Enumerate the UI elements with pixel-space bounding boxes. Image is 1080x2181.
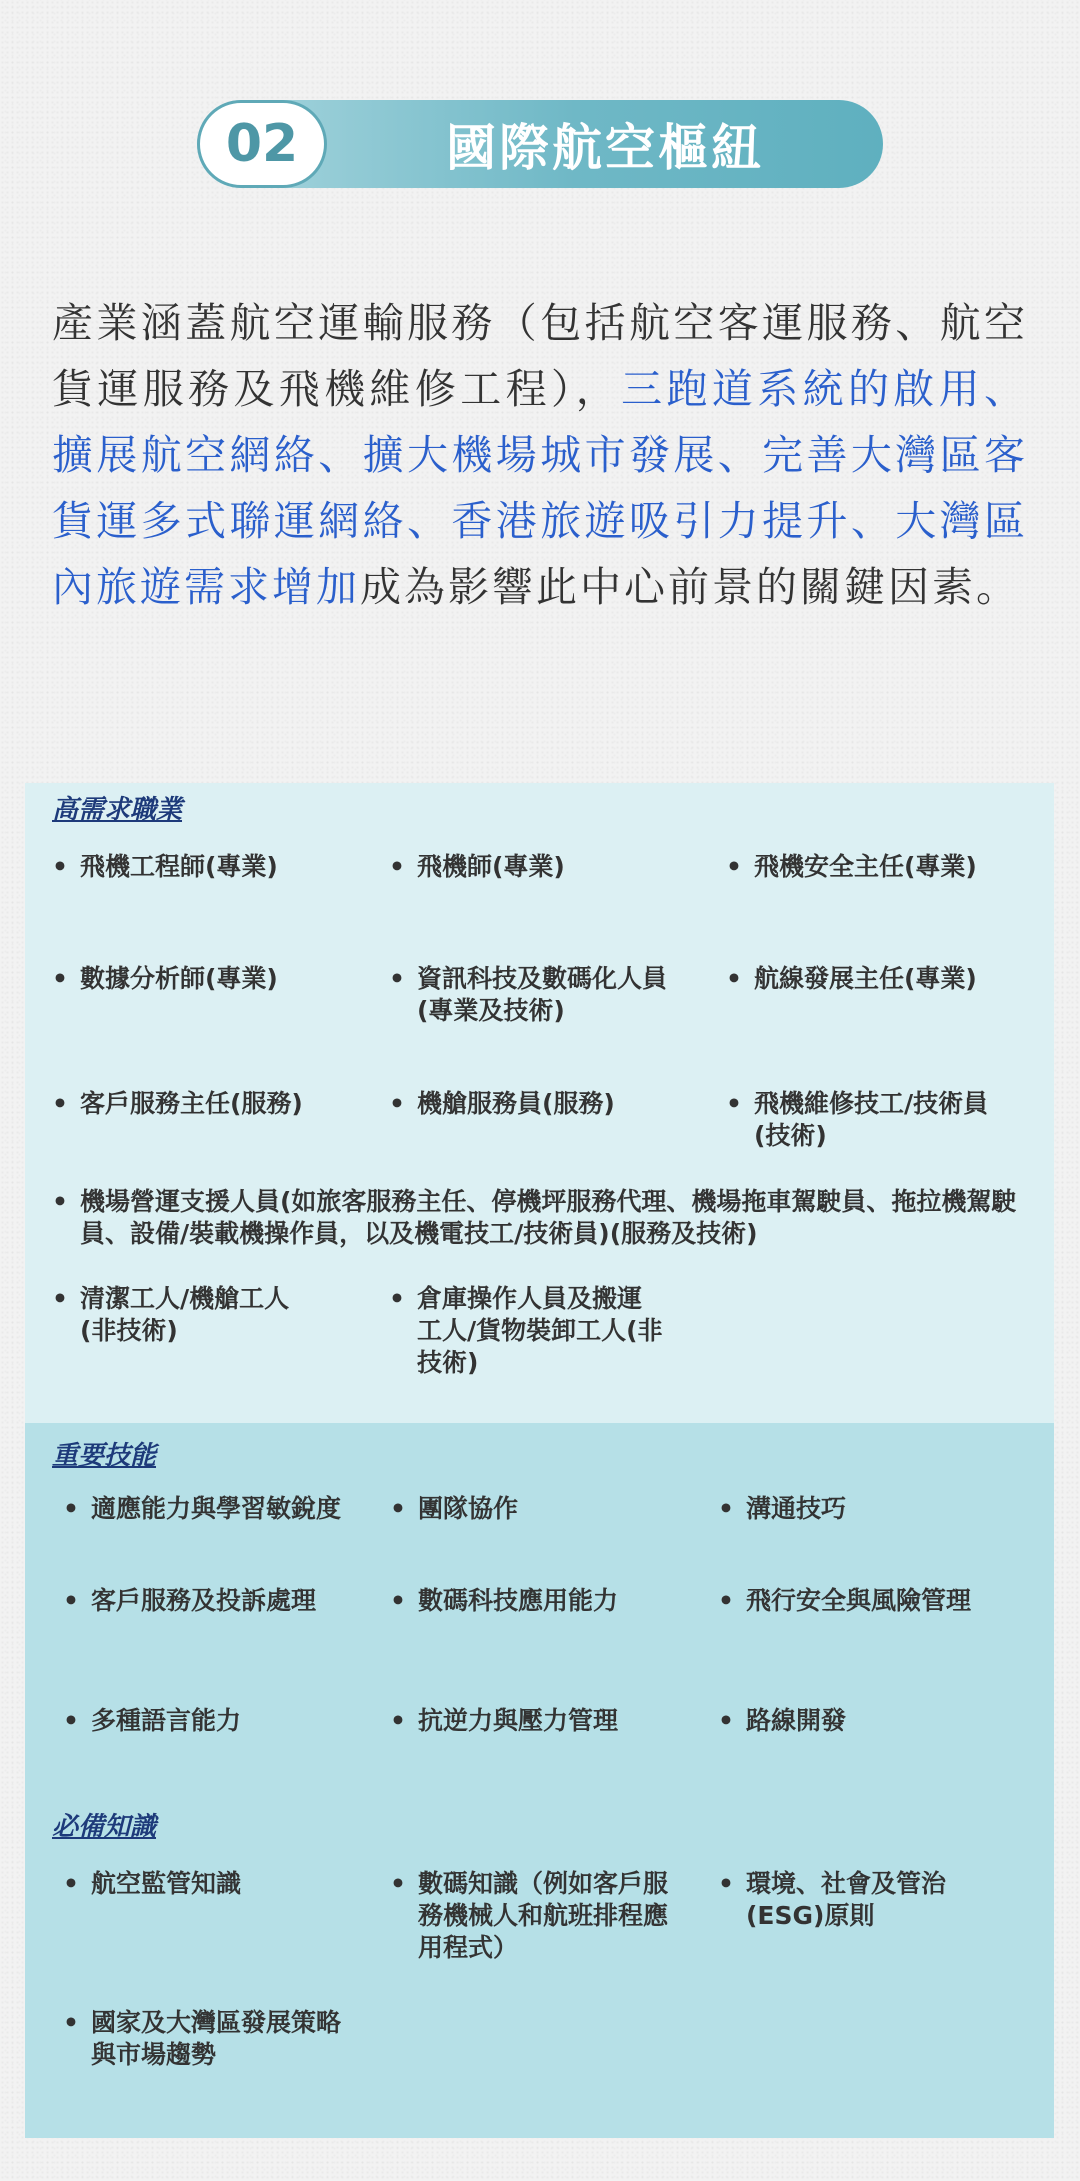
skill-item: • 團隊協作 bbox=[390, 1493, 710, 1525]
job-item: • 資訊科技及數碼化人員(專業及技術) bbox=[389, 963, 699, 1027]
knowledge-item: • 環境、社會及管治(ESG)原則 bbox=[718, 1868, 998, 1932]
job-item: • 倉庫操作人員及搬運工人/貨物裝卸工人(非技術) bbox=[389, 1283, 664, 1379]
job-item: • 清潔工人/機艙工人(非技術) bbox=[52, 1283, 322, 1347]
demand-jobs-title: 高需求職業 bbox=[52, 795, 183, 825]
skill-item: • 抗逆力與壓力管理 bbox=[390, 1705, 710, 1737]
skill-item: • 適應能力與學習敏銳度 bbox=[63, 1493, 383, 1525]
knowledge-item: • 數碼知識（例如客戶服務機械人和航班排程應用程式） bbox=[390, 1868, 670, 1964]
skill-item: • 溝通技巧 bbox=[718, 1493, 1038, 1525]
knowledge-item: • 航空監管知識 bbox=[63, 1868, 363, 1900]
job-item: • 航線發展主任(專業) bbox=[726, 963, 1046, 995]
skills-knowledge-card bbox=[25, 1423, 1054, 2138]
job-item: • 客戶服務主任(服務) bbox=[52, 1088, 372, 1120]
required-knowledge-title: 必備知識 bbox=[52, 1812, 157, 1842]
skill-item: • 路線開發 bbox=[718, 1705, 1038, 1737]
job-item: • 數據分析師(專業) bbox=[52, 963, 372, 995]
job-item: • 飛機師(專業) bbox=[389, 851, 709, 883]
job-item: • 機場營運支援人員(如旅客服務主任、停機坪服務代理、機場拖車駕駛員、拖拉機駕駛員、設備/裝載機操作員，以及機電技工/技術員)(服務及技術) bbox=[52, 1186, 1052, 1250]
job-item: • 飛機安全主任(專業) bbox=[726, 851, 1046, 883]
intro-highlight: 三跑道系統的啟用、擴展航空網絡、擴大機場城市發展、完善大灣區客貨運多式聯運網絡、香港旅遊吸引力提升、大灣區內旅遊需求增加 bbox=[52, 365, 1029, 611]
skill-item: • 客戶服務及投訴處理 bbox=[63, 1585, 383, 1617]
skill-item: • 飛行安全與風險管理 bbox=[718, 1585, 1038, 1617]
key-skills-title: 重要技能 bbox=[52, 1441, 157, 1471]
skill-item: • 多種語言能力 bbox=[63, 1705, 383, 1737]
demand-jobs-card bbox=[25, 783, 1054, 1423]
knowledge-item: • 國家及大灣區發展策略與市場趨勢 bbox=[63, 2007, 363, 2071]
section-number-badge: 02 bbox=[197, 100, 327, 188]
job-item: • 飛機工程師(專業) bbox=[52, 851, 372, 883]
job-item: • 飛機維修技工/技術員(技術) bbox=[726, 1088, 1016, 1152]
job-item: • 機艙服務員(服務) bbox=[389, 1088, 709, 1120]
section-title: 國際航空樞紐 bbox=[446, 119, 764, 177]
section-header bbox=[197, 100, 883, 188]
intro-paragraph bbox=[52, 290, 1028, 620]
skill-item: • 數碼科技應用能力 bbox=[390, 1585, 710, 1617]
intro-text-1: 產業涵蓋航空運輸服務（包括航空客運服務、航空貨運服務及飛機維修工程）， bbox=[52, 299, 1028, 413]
intro-text-2: 成為影響此中心前景的關鍵因素。 bbox=[360, 563, 1020, 611]
